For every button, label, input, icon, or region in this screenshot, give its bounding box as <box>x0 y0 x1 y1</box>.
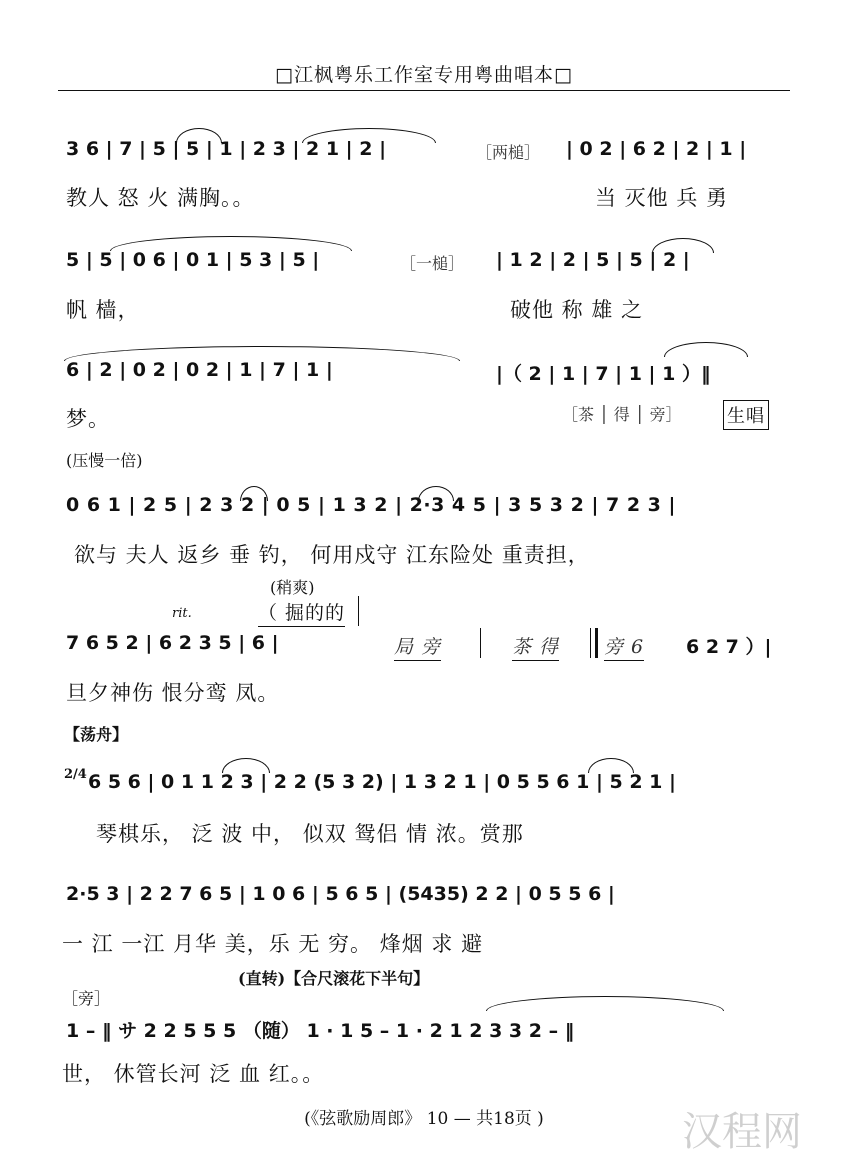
page-header: □江枫粤乐工作室专用粤曲唱本□ <box>275 64 573 86</box>
lyrics-row-2a: 帆 樯， <box>66 298 140 322</box>
singer-box: 生唱 <box>723 400 769 430</box>
notation-row-4: 0 6 1 | 2 5 | 2 3 2 | 0 5 | 1 3 2 | 2·3 4 5 | 3 5 3 2 | 7 2 3 | <box>66 494 676 516</box>
lyrics-row-8: 世， 休管长河 泛 血 红。。 <box>62 1062 325 1086</box>
notation-row-2b: | 1 2 | 2 | 5 | 5 | 2 | <box>496 249 690 271</box>
watermark-logo: 汉程网 <box>682 1109 802 1155</box>
directive: (直转)【合尺滚花下半句】 <box>238 969 430 988</box>
lyrics-row-1a: 教人 怒 火 满胸。。 <box>66 186 255 210</box>
tempo-marking-2: (稍爽) <box>270 578 315 597</box>
lyrics-row-7: 一 江 一江 月华 美，乐 无 穷。 烽烟 求 避 <box>62 932 484 956</box>
section-title: 【荡舟】 <box>64 725 129 744</box>
page-footer: (《弦歌励周郎》 10 — 共18页 ) <box>304 1109 544 1129</box>
slur <box>486 996 724 1011</box>
percussion-tag-1: ［两槌］ <box>476 143 541 162</box>
percussion-tag-2: ［一槌］ <box>400 254 465 273</box>
barline <box>358 596 359 626</box>
percussion-cha-de: 茶 得 <box>512 632 559 661</box>
time-signature: 2/4 <box>64 767 87 782</box>
lyrics-row-6: 琴棋乐， 泛 波 中， 似双 鸳侣 情 浓。赏那 <box>96 822 524 846</box>
slur <box>652 238 714 253</box>
percussion-ju-pang: 局 旁 <box>394 632 441 661</box>
rit-marking: rit. <box>172 606 192 621</box>
double-barline <box>590 628 598 658</box>
notation-row-3a: 6 | 2 | 0 2 | 0 2 | 1 | 7 | 1 | <box>66 359 333 381</box>
slur <box>222 758 270 773</box>
notation-row-1b: | 0 2 | 6 2 | 2 | 1 | <box>566 138 747 160</box>
percussion-pang-6: 旁 6 <box>604 632 644 661</box>
lyrics-row-1b: 当 灭他 兵 勇 <box>595 186 729 210</box>
slur <box>64 346 460 361</box>
lyrics-row-3a: 梦。 <box>66 407 110 431</box>
lyrics-row-5: 旦夕神伤 恨分鸾 凤。 <box>66 681 280 705</box>
header-rule <box>58 90 790 91</box>
barline <box>480 628 481 658</box>
slur <box>176 128 222 143</box>
lyrics-row-4: 欲与 夫人 返乡 垂 钓， 何用戍守 江东险处 重责担， <box>74 543 590 567</box>
inner-percussion: （ 掘的的 <box>258 598 345 627</box>
slur <box>588 758 634 773</box>
notation-row-2a: 5 | 5 | 0 6 | 0 1 | 5 3 | 5 | <box>66 249 320 271</box>
notation-row-5b: 6 2 7 ）| <box>686 636 772 658</box>
percussion-tag-4: ［旁］ <box>62 989 111 1008</box>
slur <box>302 128 436 143</box>
tempo-marking-1: (压慢一倍) <box>66 451 143 470</box>
notation-row-5a: 7 6 5 2 | 6 2 3 5 | 6 | <box>66 632 279 654</box>
notation-row-6: 6 5 6 | 0 1 1 2 3 | 2 2 (5 3 2) | 1 3 2 1 | 0 5 5 6 1 | 5 2 1 | <box>88 771 676 793</box>
slur <box>240 486 268 501</box>
notation-row-3b: |（ 2 | 1 | 7 | 1 | 1 ）‖ <box>496 363 711 385</box>
notation-row-7: 2·5 3 | 2 2 7 6 5 | 1 0 6 | 5 6 5 | (5435) 2 2 | 0 5 5 6 | <box>66 883 615 905</box>
slur <box>664 342 748 357</box>
notation-row-8: 1 – ‖ サ 2 2 5 5 5 （随） 1 · 1 5 – 1 · 2 1 2 3 3 2 – ‖ <box>66 1020 575 1042</box>
slur <box>418 486 454 501</box>
percussion-tag-3: ［茶 │ 得 │ 旁］ <box>562 405 682 424</box>
notation-row-1a: 3 6 | 7 | 5 | 5 | 1 | 2 3 | 2 1 | 2 | <box>66 138 387 160</box>
slur <box>110 236 352 251</box>
lyrics-row-2b: 破他 称 雄 之 <box>510 298 644 322</box>
